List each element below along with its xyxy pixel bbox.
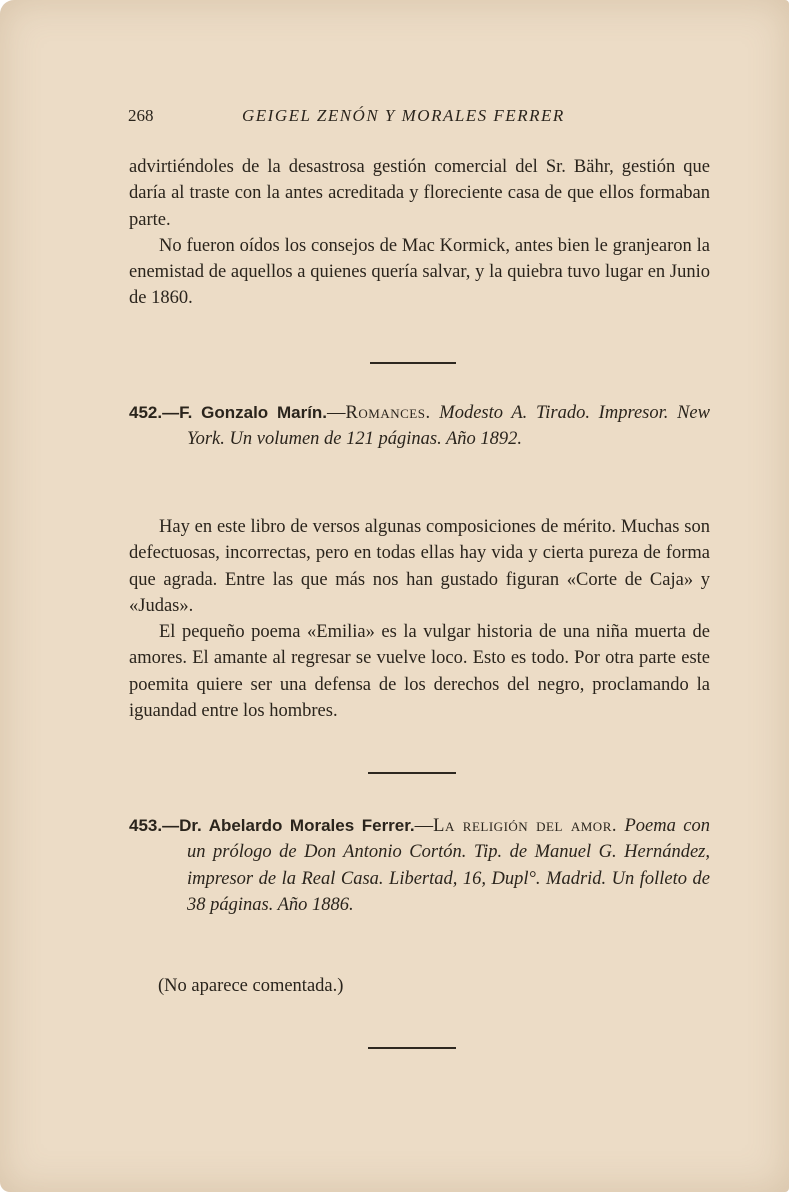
entry-author: Dr. Abelardo Morales Ferrer. xyxy=(179,816,415,835)
paragraph: Hay en este libro de versos algunas composiciones de mérito. Muchas son defectuosas, incorrectas, pero en todas ellas hay vida y cierta pureza de forma que agrada. Entre las que más nos han gustado figuran «Corte de Caja» y «Judas». xyxy=(129,517,710,616)
entry-heading xyxy=(129,400,710,453)
paragraph: El pequeño poema «Emilia» es la vulgar historia de una niña muerta de amores. El amante al regresar se vuelve loco. Esto es todo. Por otra parte este poemita quiere ser una defensa de los derechos del negro, proclamando la iguandad entre los hombres. xyxy=(129,622,710,722)
bibliography-entry-453 xyxy=(129,813,710,918)
entry-title: La religión del amor. xyxy=(433,816,617,836)
bibliography-entry-452 xyxy=(129,400,710,453)
entry-note: (No aparece comentada.) xyxy=(158,976,344,996)
entry-dash: — xyxy=(327,403,346,423)
section-divider xyxy=(370,362,456,364)
section-divider xyxy=(368,1047,456,1049)
entry-452-commentary xyxy=(129,514,710,724)
paragraph: advirtiéndoles de la desastrosa gestión comercial del Sr. Bähr, gestión que daría al traste con la antes acreditada y floreciente casa de que ellos formaban parte. xyxy=(129,157,710,230)
entry-title: Romances. xyxy=(345,403,431,423)
entry-details: Modesto A. Tirado. Impresor. New York. Un volumen de 121 páginas. Año 1892. xyxy=(187,403,710,450)
paragraph: No fueron oídos los consejos de Mac Kormick, antes bien le granjearon la enemistad de aquellos a quienes quería salvar, y la quiebra tuvo lugar en Junio de 1860. xyxy=(129,235,710,309)
continued-text xyxy=(129,154,710,312)
entry-author: F. Gonzalo Marín. xyxy=(179,403,328,422)
page-header xyxy=(128,106,710,128)
entry-dash: — xyxy=(414,816,434,836)
section-divider xyxy=(368,772,456,774)
entry-heading xyxy=(129,813,710,918)
running-title: GEIGEL ZENÓN Y MORALES FERRER xyxy=(242,106,565,125)
page-number: 268 xyxy=(128,106,154,125)
entry-details: Poema con un prólogo de Don Antonio Cortón. Tip. de Manuel G. Hernández, impresor de la Real Casa. Libertad, 16, Dupl°. Madrid. Un folleto de 38 páginas. Año 1886. xyxy=(187,816,710,915)
entry-number: 452.— xyxy=(129,403,180,422)
entry-number: 453.— xyxy=(129,816,180,835)
